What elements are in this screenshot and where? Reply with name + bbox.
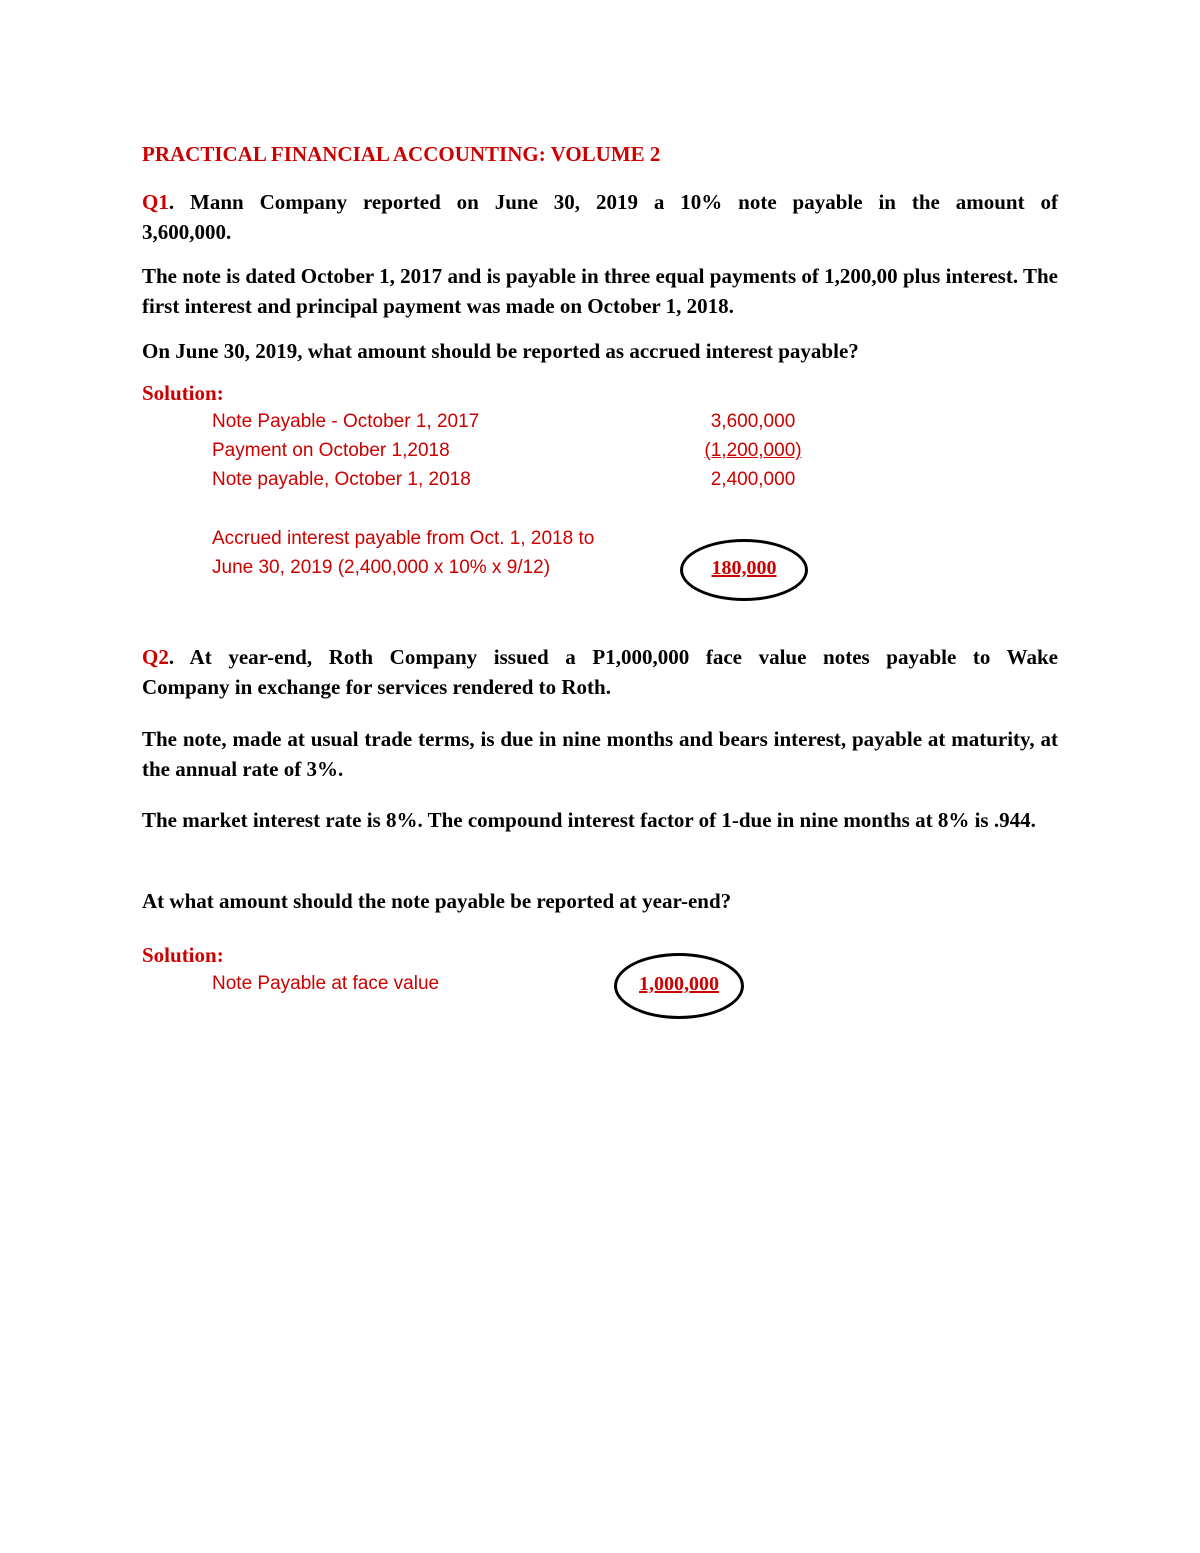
q2-answer: 1,000,000 [639,973,719,995]
document-title: PRACTICAL FINANCIAL ACCOUNTING: VOLUME 2 [142,142,661,166]
q1-row-amount: 3,600,000 [710,411,796,432]
q1-solution-label: Solution: [142,381,224,405]
q2-solution-label: Solution: [142,943,224,967]
q1-intro [142,187,1058,217]
q1-paragraph-2: The note is dated October 1, 2017 and is payable in three equal payments of 1,200,00 plus interest. The first interest and principal payment was made on October 1, 2018. [142,264,1058,318]
q1-intro-line2: 3,600,000. [142,220,232,244]
q2-intro-line2: Company in exchange for services rendered to Roth. [142,675,611,699]
q2-label: Q2 [142,645,169,669]
q1-question: On June 30, 2019, what amount should be reported as accrued interest payable? [142,339,859,363]
q2-question: At what amount should the note payable be reported at year-end? [142,889,732,913]
q1-row-amount: (1,200,000) [704,440,802,461]
q1-accrued-line-2: June 30, 2019 (2,400,000 x 10% x 9/12) [212,557,551,578]
q2-paragraph-3: The market interest rate is 8%. The compound interest factor of 1-due in nine months at 8% is .944. [142,808,1036,832]
q1-row-label: Note payable, October 1, 2018 [212,469,471,490]
q1-label: Q1 [142,190,169,214]
q2-paragraph-2: The note, made at usual trade terms, is due in nine months and bears interest, payable at maturity, at the annual rate of 3%. [142,727,1058,781]
q2-intro [142,642,1058,672]
q1-row-label: Note Payable - October 1, 2017 [212,411,480,432]
q1-intro-text: . Mann Company reported on June 30, 2019 a 10% note payable in the amount of [168,190,1058,214]
q2-row-label: Note Payable at face value [212,973,440,994]
q1-answer: 180,000 [711,557,777,579]
q1-row-label: Payment on October 1,2018 [212,440,450,461]
q1-accrued-line-1: Accrued interest payable from Oct. 1, 2018 to [212,528,595,549]
q2-intro-text: . At year-end, Roth Company issued a P1,000,000 face value notes payable to Wake [168,645,1058,669]
q1-row-amount: 2,400,000 [710,469,796,490]
